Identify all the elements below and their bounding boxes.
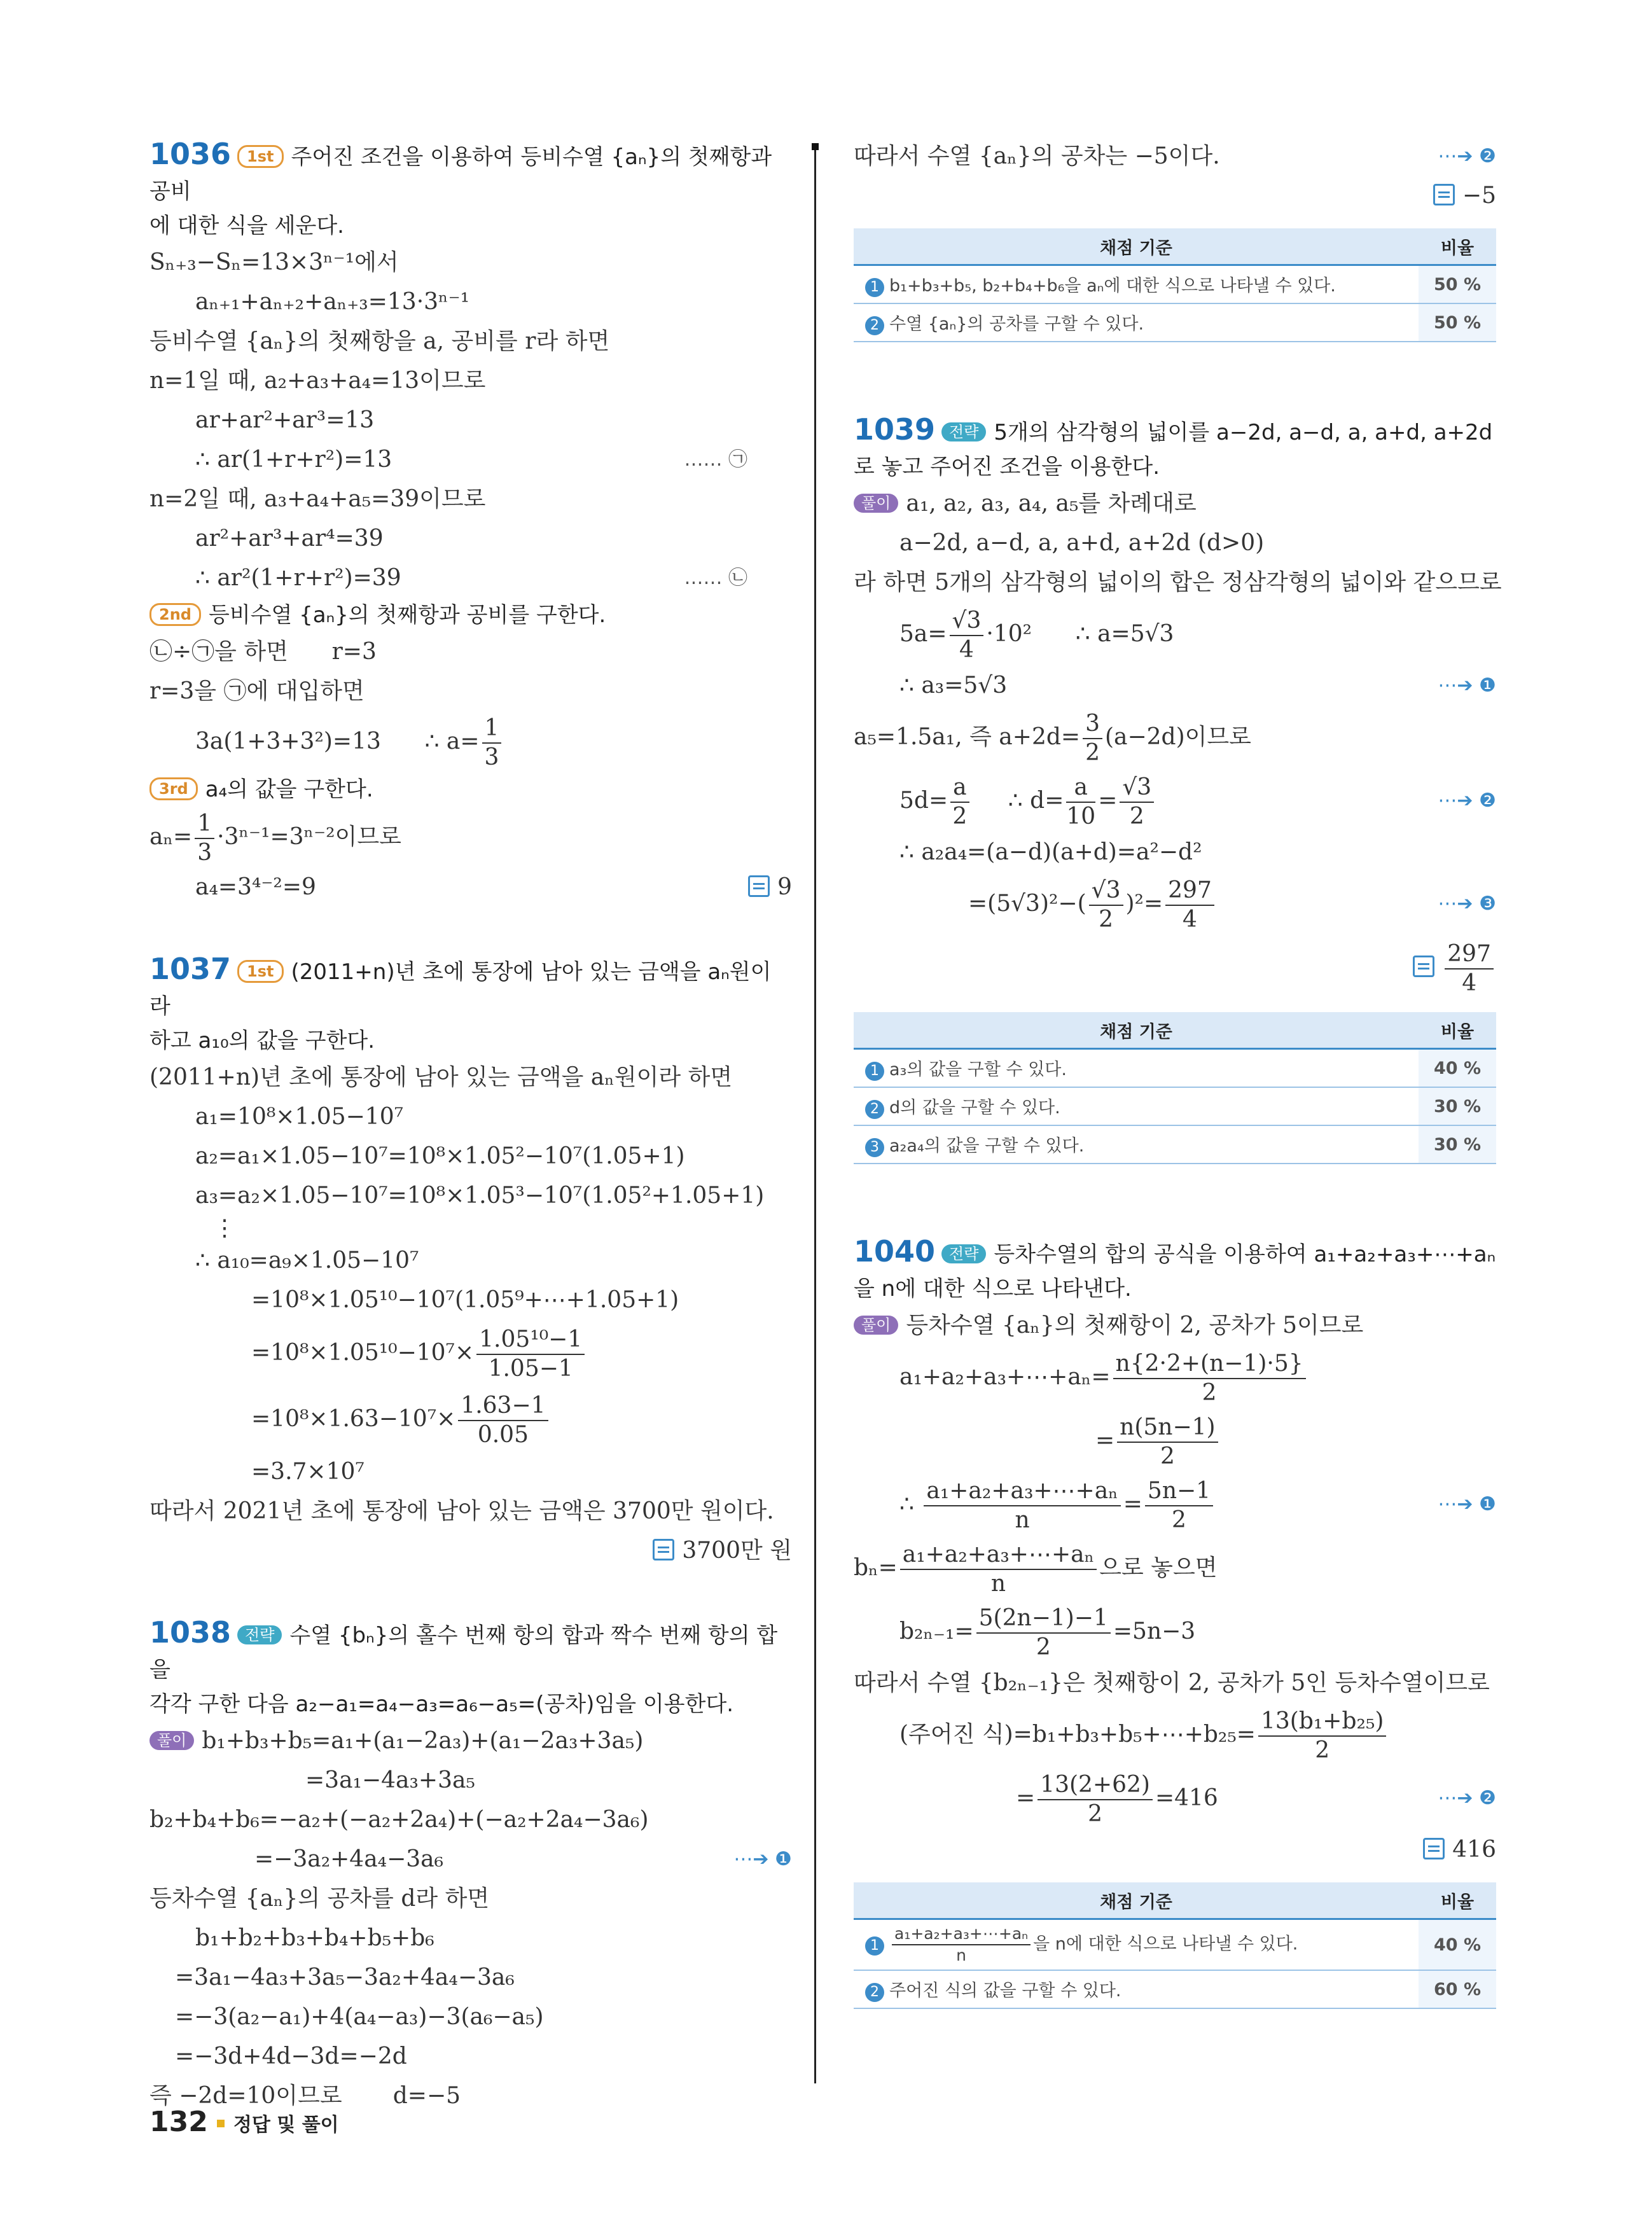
table-row: 1 b₁+b₃+b₅, b₂+b₄+b₆을 aₙ에 대한 식으로 나타낼 수 있다. 50 %: [854, 265, 1496, 304]
ratio-header: 비율: [1419, 1012, 1496, 1049]
step-marker: ⋯➔ ❸: [1438, 893, 1496, 915]
left-column: [149, 137, 792, 2116]
strategy-tag: 전략: [941, 1244, 986, 1263]
solution-line: 풀이 a₁, a₂, a₃, a₄, a₅를 차례대로: [854, 484, 1496, 524]
solution-line: 3a(1+3+3²)=13 ∴ a= $\frac{1}{3}$: [149, 711, 792, 772]
step-text: 주어진 조건을 이용하여 등비수열 {aₙ}의 첫째항과 공비: [149, 144, 772, 204]
solution-line: ∴ a₁₀=a₉×1.05−10⁷: [195, 1248, 419, 1274]
solution-line: 따라서 수열 {aₙ}의 공차는 −5이다. ⋯➔ ❷: [854, 137, 1496, 176]
solution-line: ∴ a₃=5√3 ⋯➔ ❶: [854, 666, 1496, 705]
answer: 3700만 원: [149, 1531, 792, 1571]
step-marker: ⋯➔ ❷: [1438, 1787, 1496, 1809]
solution-line: = $\frac{13(2+62)}{2}$ =416 ⋯➔ ❷: [854, 1767, 1496, 1830]
grading-table: [854, 1012, 1496, 1164]
step-marker: ⋯➔ ❶: [1438, 1493, 1496, 1515]
answer-icon: [1433, 184, 1455, 205]
solution-line: a−2d, a−d, a, a+d, a+2d (d>0): [899, 530, 1265, 556]
solution-line: =3.7×10⁷: [251, 1459, 364, 1485]
problem-number: 1038: [149, 1615, 232, 1650]
problem-1036: [149, 137, 792, 907]
step-text: 각각 구한 다음 a₂−a₁=a₄−a₃=a₆−a₅=(공차)임을 이용한다.: [149, 1692, 734, 1717]
solution-line: = $\frac{n(5n-1)}{2}$: [854, 1409, 1496, 1473]
equation-label: …… ㉠: [684, 448, 747, 471]
step-tag: 2nd: [149, 603, 201, 626]
answer-icon: [1413, 956, 1434, 977]
solution-line: ㉡÷㉠을 하면 r=3: [149, 639, 377, 665]
solution-line: ∴ ar²(1+r+r²)=39 …… ㉡: [149, 559, 792, 598]
problem-1038: [149, 1615, 792, 2116]
criteria-header: 채점 기준: [854, 228, 1419, 265]
answer: $\frac{297}{4}$: [854, 936, 1496, 999]
solution-line: ar+ar²+ar³=13: [195, 407, 375, 433]
ratio-header: 비율: [1419, 228, 1496, 265]
solution-line: Sₙ₊₃−Sₙ=13×3ⁿ⁻¹에서: [149, 249, 399, 275]
strategy-tag: 전략: [237, 1625, 282, 1644]
column-divider: [814, 143, 816, 2083]
solution-line: a₁+a₂+a₃+⋯+aₙ= $\frac{n\{2\cdot 2+(n-1)\cdot 5\}}{2}$: [854, 1345, 1496, 1409]
fraction: $\frac{3}{2}$: [1083, 710, 1102, 767]
criteria-header: 채점 기준: [854, 1012, 1419, 1049]
solution-line: =−3d+4d−3d=−2d: [175, 2043, 407, 2069]
fraction: $\frac{1}{3}$: [195, 810, 214, 867]
solution-line: b₂ₙ₋₁= $\frac{5(2n-1)-1}{2}$ =5n−3: [899, 1605, 1196, 1660]
solution-line: =10⁸×1.05¹⁰−10⁷(1.05⁹+⋯+1.05+1): [251, 1287, 679, 1313]
step-marker: ⋯➔ ❶: [1438, 674, 1496, 697]
problem-number: 1039: [854, 412, 936, 447]
problem-1037: [149, 952, 792, 1571]
fraction: $\frac{\text{1.05¹⁰−1}}{1.05-1}$: [476, 1326, 585, 1383]
problem-number: 1036: [149, 137, 232, 171]
solution-line: a₄=3⁴⁻²=9 9: [149, 868, 792, 907]
solution-line: 5d= $\frac{a}{2}$ ∴ d= $\frac{a}{10}$ = $\frac{√3}{2}$ ⋯➔ ❷: [854, 769, 1496, 833]
solution-line: n=1일 때, a₂+a₃+a₄=13이므로: [149, 368, 486, 394]
answer: −5: [854, 176, 1496, 216]
grading-table: [854, 1882, 1496, 2009]
step-marker: ⋯➔ ❷: [1438, 789, 1496, 812]
problem-1040: [854, 1234, 1496, 2009]
table-row: 1 a₃의 값을 구할 수 있다. 40 %: [854, 1049, 1496, 1088]
solution-line: ∴ a₂a₄=(a−d)(a+d)=a²−d²: [899, 839, 1202, 865]
solution-tag: 풀이: [854, 1316, 898, 1335]
step-heading: 3rd a₄의 값을 구한다.: [149, 772, 792, 807]
solution-line: ∴ ar(1+r+r²)=13 …… ㉠: [149, 440, 792, 480]
solution-line: 풀이 b₁+b₃+b₅=a₁+(a₁−2a₃)+(a₁−2a₃+3a₅): [149, 1721, 792, 1761]
solution-line: (주어진 식)=b₁+b₃+b₅+⋯+b₂₅= $\frac{\text{13(b₁+b₂₅)}}{2}$: [854, 1703, 1496, 1767]
solution-line: 따라서 2021년 초에 통장에 남아 있는 금액은 3700만 원이다.: [149, 1498, 774, 1524]
solution-line: 즉 −2d=10이므로 d=−5: [149, 2083, 461, 2109]
solution-line: b₂+b₄+b₆=−a₂+(−a₂+2a₄)+(−a₂+2a₄−3a₆): [149, 1807, 649, 1833]
solution-tag: 풀이: [149, 1731, 194, 1750]
step-tag: 3rd: [149, 777, 198, 800]
solution-line: =10⁸×1.05¹⁰−10⁷× $\frac{\text{1.05¹⁰−1}}{1.05-1}$: [149, 1320, 792, 1386]
grading-table: [854, 228, 1496, 342]
ratio-header: 비율: [1419, 1882, 1496, 1919]
solution-line: a₂=a₁×1.05−10⁷=10⁸×1.05²−10⁷(1.05+1): [195, 1143, 685, 1169]
problem-1038-heading: 1038 전략 수열 {bₙ}의 홀수 번째 항의 합과 짝수 번째 항의 합을: [149, 1615, 778, 1683]
step-marker: ⋯➔ ❶: [733, 1848, 792, 1870]
answer-icon: [748, 875, 770, 897]
answer: 416: [854, 1830, 1496, 1870]
solution-line: aₙ₊₁+aₙ₊₂+aₙ₊₃=13·3ⁿ⁻¹: [195, 289, 470, 315]
solution-line: a₅=1.5a₁, 즉 a+2d= $\frac{3}{2}$ (a−2d)이므로: [854, 711, 1251, 766]
strategy-tag: 전략: [941, 422, 986, 441]
solution-line: ar²+ar³+ar⁴=39: [195, 525, 384, 552]
solution-line: =10⁸×1.63−10⁷× $\frac{1.63-1}{0.05}$: [149, 1386, 792, 1452]
right-column: [854, 137, 1502, 2009]
step-text: 하고 a₁₀의 값을 구한다.: [149, 1028, 375, 1053]
answer-icon: [1423, 1838, 1445, 1859]
problem-number: 1037: [149, 952, 232, 986]
table-row: 2 주어진 식의 값을 구할 수 있다. 60 %: [854, 1970, 1496, 2008]
table-row: 2 d의 값을 구할 수 있다. 30 %: [854, 1087, 1496, 1125]
solution-line: r=3을 ㉠에 대입하면: [149, 678, 364, 704]
step-marker: ⋯➔ ❷: [1438, 145, 1496, 167]
solution-line: ∴ $\frac{\text{a₁+a₂+a₃+⋯+aₙ}}{n}$ = $\frac{5n-1}{2}$ ⋯➔ ❶: [854, 1473, 1496, 1536]
table-row: 3 a₂a₄의 값을 구할 수 있다. 30 %: [854, 1125, 1496, 1164]
problem-1036-heading: [149, 137, 792, 209]
table-row: 2 수열 {aₙ}의 공차를 구할 수 있다. 50 %: [854, 303, 1496, 342]
problem-1039-heading: 1039 전략 5개의 삼각형의 넓이를 a−2d, a−d, a, a+d, a+2d: [854, 412, 1493, 447]
answer-icon: [653, 1539, 674, 1560]
page-footer: [149, 2106, 339, 2138]
solution-line: =3a₁−4a₃+3a₅−3a₂+4a₄−3a₆: [175, 1964, 515, 1991]
step-heading: 2nd 등비수열 {aₙ}의 첫째항과 공비를 구한다.: [149, 598, 792, 632]
solution-line: a₃=a₂×1.05−10⁷=10⁸×1.05³−10⁷(1.05²+1.05+1): [195, 1183, 765, 1209]
solution-line: (2011+n)년 초에 통장에 남아 있는 금액을 aₙ원이라 하면: [149, 1064, 733, 1090]
answer: 9: [748, 868, 792, 907]
solution-line: 등비수열 {aₙ}의 첫째항을 a, 공비를 r라 하면: [149, 328, 610, 354]
square-bullet-icon: [217, 2120, 225, 2127]
solution-line: 풀이 등차수열 {aₙ}의 첫째항이 2, 공차가 5이므로: [854, 1306, 1496, 1345]
fraction: $\frac{1}{3}$: [482, 714, 502, 772]
step-text: 에 대한 식을 세운다.: [149, 213, 344, 239]
step-tag: 1st: [237, 145, 283, 168]
solution-line: aₙ= $\frac{1}{3}$ ·3ⁿ⁻¹=3ⁿ⁻²이므로: [149, 810, 401, 866]
problem-1039: [854, 412, 1502, 1164]
solution-line: =−3a₂+4a₄−3a₆ ⋯➔ ❶: [149, 1840, 792, 1879]
problem-1037-heading: 1037 1st (2011+n)년 초에 통장에 남아 있는 금액을 aₙ원이라: [149, 952, 772, 1019]
step-tag: 1st: [237, 960, 283, 983]
page-number: 132: [149, 2106, 208, 2138]
criteria-header: 채점 기준: [854, 1882, 1419, 1919]
solution-line: =3a₁−4a₃+3a₅: [305, 1767, 475, 1793]
solution-line: 따라서 수열 {b₂ₙ₋₁}은 첫째항이 2, 공차가 5인 등차수열이므로: [854, 1670, 1490, 1696]
fraction: $\frac{√3}{4}$: [950, 607, 984, 664]
solution-line: b₁+b₂+b₃+b₄+b₅+b₆: [195, 1925, 434, 1951]
solution-line: 등차수열 {aₙ}의 공차를 d라 하면: [149, 1886, 490, 1912]
solution-line: ⋮: [213, 1215, 236, 1241]
solution-line: 5a= $\frac{√3}{4}$ ·10² ∴ a=5√3: [899, 608, 1174, 663]
step-text: 을 n에 대한 식으로 나타낸다.: [854, 1276, 1132, 1302]
solution-line: =(5√3)²−( $\frac{√3}{2}$ )²= $\frac{297}{4}$ ⋯➔ ❸: [854, 872, 1496, 936]
solution-line: n=2일 때, a₃+a₄+a₅=39이므로: [149, 486, 486, 512]
solution-line: =−3(a₂−a₁)+4(a₄−a₃)−3(a₆−a₅): [175, 2004, 544, 2030]
problem-number: 1040: [854, 1234, 936, 1268]
equation-label: …… ㉡: [684, 567, 747, 589]
solution-line: a₁=10⁸×1.05−10⁷: [195, 1104, 404, 1130]
fraction: $\frac{1.63-1}{0.05}$: [458, 1392, 548, 1449]
table-row: 1 $\frac{\text{a₁+a₂+a₃+⋯+aₙ}}{n}$ 을 n에 대한 식으로 나타낼 수 있다. 40 %: [854, 1919, 1496, 1971]
solution-tag: 풀이: [854, 494, 898, 513]
solution-line: bₙ= $\frac{\text{a₁+a₂+a₃+⋯+aₙ}}{n}$ 으로 놓으면: [854, 1541, 1218, 1597]
problem-1040-heading: 1040 전략 등차수열의 합의 공식을 이용하여 a₁+a₂+a₃+⋯+aₙ: [854, 1234, 1496, 1268]
section-label: 정답 및 풀이: [233, 2114, 339, 2136]
solution-line: 라 하면 5개의 삼각형의 넓이의 합은 정삼각형의 넓이와 같으므로: [854, 569, 1502, 595]
step-text: 로 놓고 주어진 조건을 이용한다.: [854, 454, 1160, 480]
